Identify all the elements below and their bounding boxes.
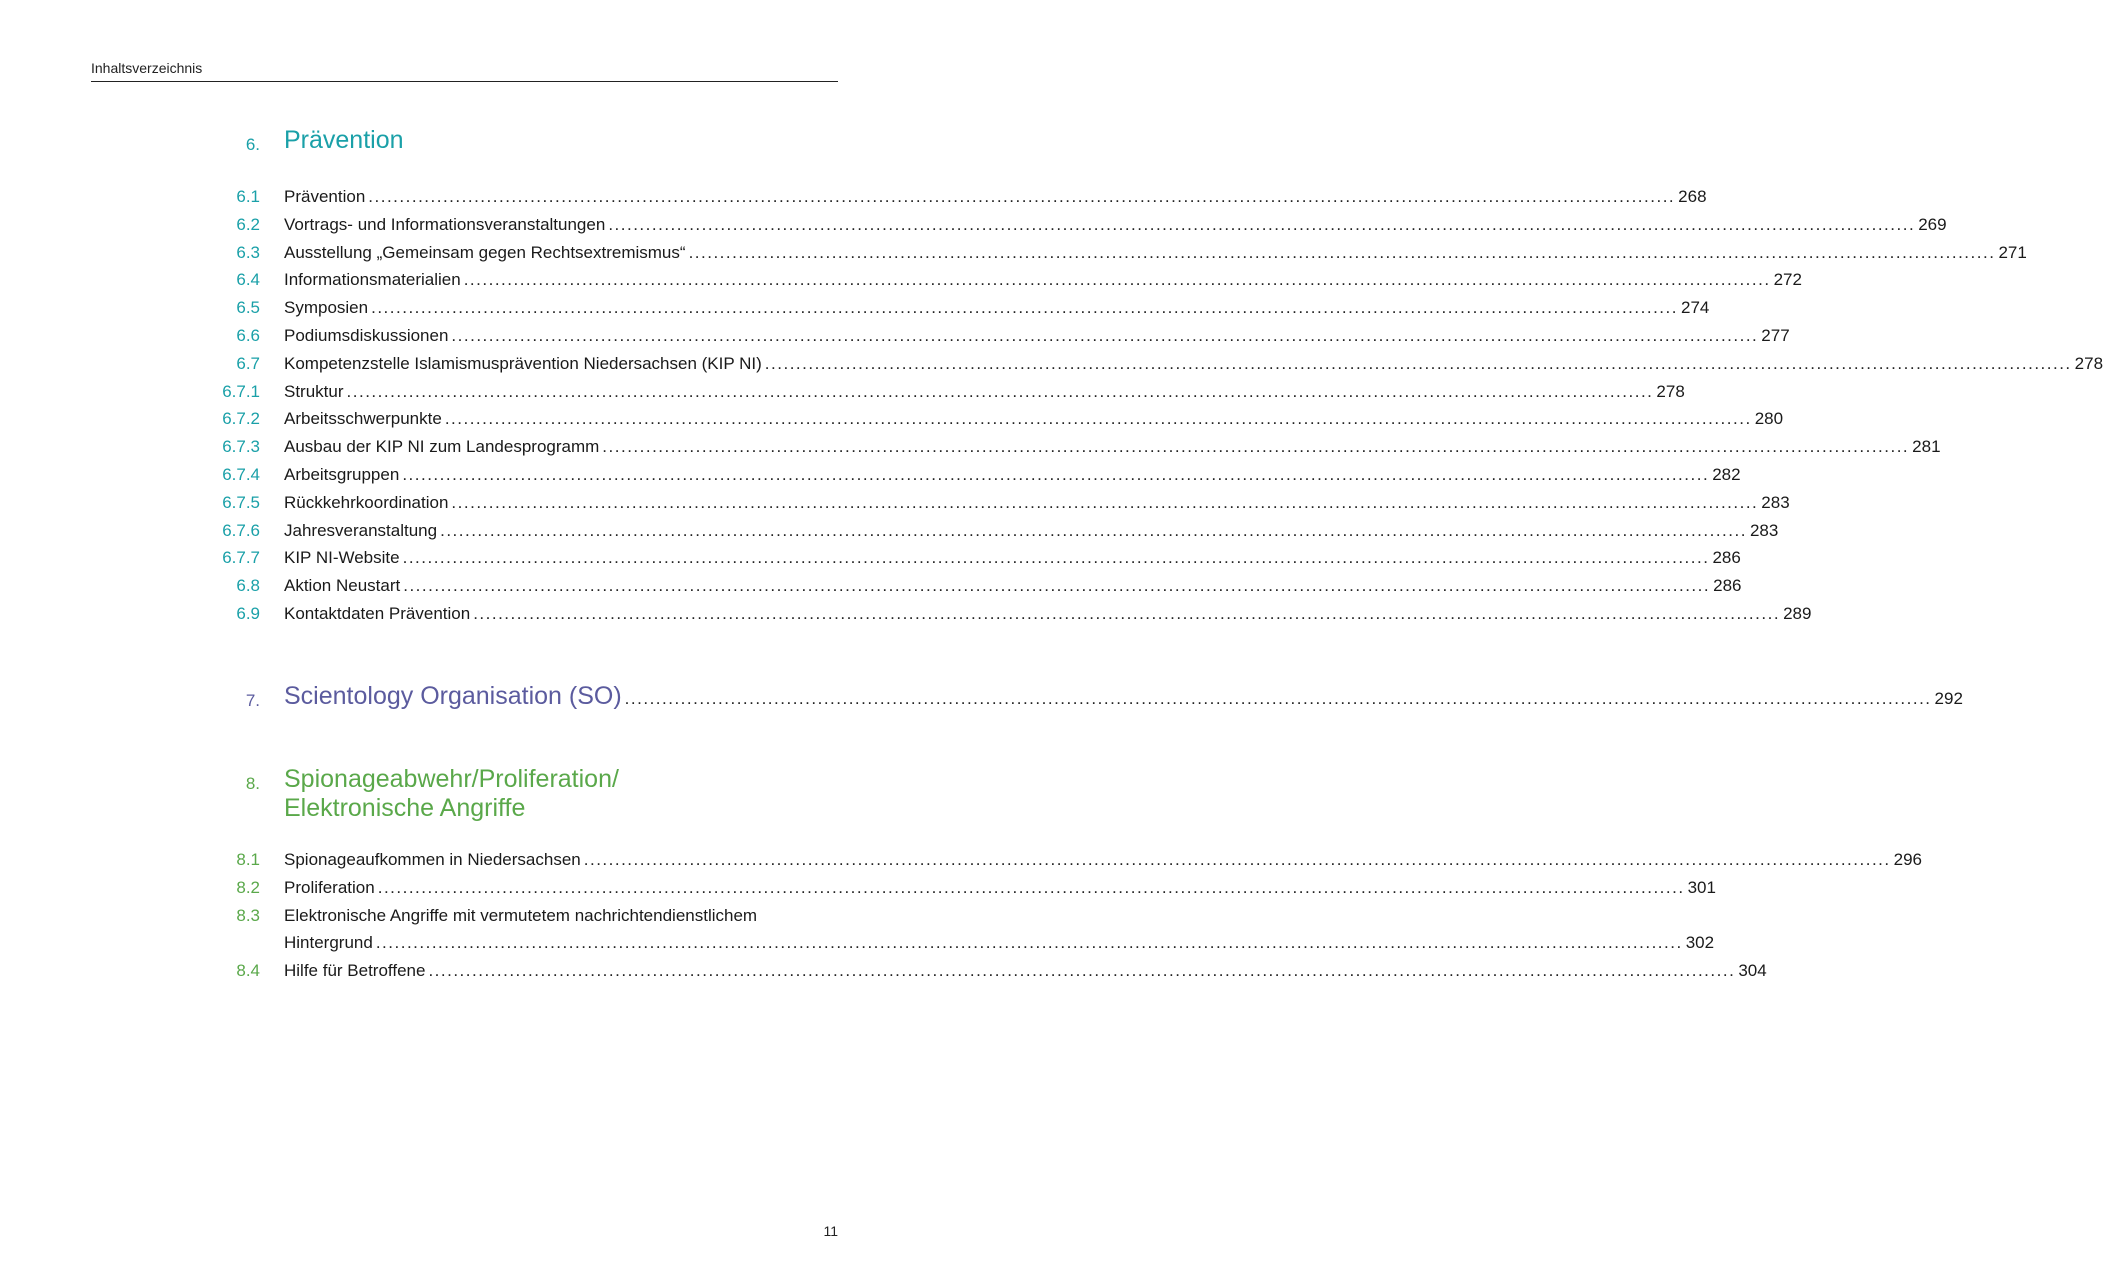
chapter-8-heading bbox=[0, 765, 900, 823]
toc-entry-number: 6.7.7 bbox=[222, 548, 260, 568]
toc-entry-row[interactable] bbox=[0, 405, 1784, 433]
toc-entry-page: 269 bbox=[1918, 214, 1947, 234]
toc-entry-title: Prävention bbox=[284, 187, 366, 206]
leader-dots bbox=[440, 517, 1747, 545]
toc-entry bbox=[284, 294, 1710, 322]
chapter-8-title-line2: Elektronische Angriffe bbox=[284, 794, 526, 822]
leader-dots bbox=[451, 489, 1758, 517]
toc-entry bbox=[284, 378, 1685, 406]
toc-entry-row[interactable] bbox=[0, 433, 1941, 461]
toc-entry-row[interactable] bbox=[0, 322, 1790, 350]
toc-entry-title: Aktion Neustart bbox=[284, 576, 401, 596]
toc-entry-number: 6.7.4 bbox=[222, 464, 260, 484]
toc-entry-row[interactable] bbox=[0, 572, 1742, 600]
chapter-7-entry bbox=[284, 682, 1963, 713]
toc-entry-page: 274 bbox=[1680, 298, 1710, 318]
toc-entry-title: Struktur bbox=[284, 381, 344, 401]
toc-entry-title: Ausstellung „Gemeinsam gegen Rechtsextremismus“ bbox=[284, 242, 686, 262]
leader-dots bbox=[403, 544, 1710, 572]
leader-dots bbox=[464, 266, 1771, 294]
toc-entry-page: 282 bbox=[1712, 464, 1741, 484]
leader-dots bbox=[473, 600, 1780, 628]
toc-entry-page: 296 bbox=[1893, 850, 1922, 869]
toc-entry bbox=[284, 957, 1767, 985]
toc-entry-title: Kontaktdaten Prävention bbox=[284, 603, 471, 623]
toc-entry-page: 281 bbox=[1912, 437, 1941, 457]
toc-entry-row[interactable] bbox=[0, 378, 1685, 406]
chapter-8-number: 8. bbox=[245, 774, 260, 793]
toc-entry-title: Arbeitsschwerpunkte bbox=[284, 409, 442, 429]
chapter-7-page: 292 bbox=[1934, 689, 1963, 708]
toc-entry-row[interactable] bbox=[0, 239, 2027, 267]
toc-entry bbox=[284, 405, 1784, 433]
toc-entry-row[interactable] bbox=[0, 600, 1812, 628]
chapter-7-number: 7. bbox=[245, 691, 260, 710]
toc-entry-number: 6.2 bbox=[236, 214, 260, 234]
toc-entry-row[interactable] bbox=[0, 489, 1790, 517]
toc-entry-number: 6.4 bbox=[236, 270, 260, 290]
toc-entry-number: 6.5 bbox=[236, 298, 260, 318]
chapter-6-heading bbox=[0, 126, 900, 162]
toc-entry-title: Ausbau der KIP NI zum Landesprogramm bbox=[284, 437, 600, 457]
toc-entry-title: Rückkehrkoordination bbox=[284, 492, 449, 512]
toc-entry bbox=[284, 266, 1802, 294]
chapter-6-section bbox=[0, 126, 2103, 628]
chapter-8-section bbox=[0, 765, 1922, 985]
toc-entry-page: 280 bbox=[1754, 409, 1784, 429]
toc-entry bbox=[284, 322, 1790, 350]
toc-entry bbox=[284, 600, 1812, 628]
toc-entry bbox=[284, 183, 1707, 211]
chapter-6-title: Prävention bbox=[284, 126, 404, 154]
toc-entry-row[interactable] bbox=[0, 902, 900, 930]
page-number: 11 bbox=[823, 1223, 838, 1239]
toc-entry-page: 277 bbox=[1761, 325, 1790, 345]
toc-entry-row[interactable] bbox=[0, 874, 1716, 902]
toc-entry-number: 8.1 bbox=[236, 850, 260, 869]
leader-dots bbox=[371, 294, 1678, 322]
leader-dots bbox=[445, 405, 1752, 433]
leader-dots bbox=[378, 874, 1685, 902]
toc-entry-number: 6.7.2 bbox=[222, 409, 260, 429]
toc-entry-row[interactable] bbox=[0, 461, 1741, 489]
toc-entry-number: 6.7.1 bbox=[222, 381, 260, 401]
toc-entry bbox=[284, 461, 1741, 489]
toc-entry-page: 302 bbox=[1685, 933, 1715, 953]
leader-dots bbox=[403, 572, 1710, 600]
toc-entry-page: 278 bbox=[1656, 381, 1685, 401]
toc-entry-title: Hintergrund bbox=[284, 933, 373, 953]
toc-entry-number: 8.4 bbox=[236, 961, 260, 981]
toc-entry-number: 6.3 bbox=[236, 242, 260, 262]
toc-entry-title: Symposien bbox=[284, 298, 369, 318]
leader-dots bbox=[451, 322, 1758, 350]
toc-entry-row[interactable] bbox=[0, 957, 1767, 985]
toc-entry-page: 286 bbox=[1712, 548, 1741, 568]
toc-entry-page: 283 bbox=[1761, 492, 1790, 512]
leader-dots bbox=[428, 957, 1735, 985]
toc-entry-row[interactable] bbox=[0, 544, 1741, 572]
running-header: Inhaltsverzeichnis bbox=[91, 60, 838, 82]
toc-entry-row[interactable] bbox=[0, 294, 1710, 322]
toc-entry-row-continued[interactable] bbox=[0, 929, 1715, 957]
toc-entry-row[interactable] bbox=[0, 350, 2103, 378]
toc-entry bbox=[284, 874, 1716, 902]
toc-entry bbox=[284, 211, 1947, 239]
toc-entry-number: 6.1 bbox=[236, 187, 260, 206]
leader-dots bbox=[689, 239, 1996, 267]
toc-entry-title: Spionageaufkommen in Niedersachsen bbox=[284, 850, 581, 869]
leader-dots bbox=[347, 378, 1654, 406]
toc-entry-title: Arbeitsgruppen bbox=[284, 464, 400, 484]
leader-dots bbox=[602, 433, 1909, 461]
toc-entry-title: KIP NI-Website bbox=[284, 548, 400, 568]
toc-entry-page: 278 bbox=[2074, 353, 2103, 373]
toc-entry-page: 289 bbox=[1783, 603, 1812, 623]
toc-entry-page: 272 bbox=[1773, 270, 1802, 290]
toc-entry-number: 6.7.5 bbox=[222, 492, 260, 512]
toc-entry-number: 6.7.3 bbox=[222, 437, 260, 457]
leader-dots bbox=[368, 183, 1675, 211]
toc-entry-row[interactable] bbox=[0, 183, 1707, 211]
toc-entry-title: Podiumsdiskussionen bbox=[284, 325, 449, 345]
chapter-8-entries bbox=[0, 846, 1922, 985]
chapter-7-section bbox=[0, 682, 1963, 718]
toc-entry bbox=[284, 489, 1790, 517]
toc-entry-row[interactable] bbox=[0, 517, 1779, 545]
leader-dots bbox=[608, 211, 1915, 239]
toc-entry-page: 304 bbox=[1738, 961, 1767, 981]
toc-entry bbox=[284, 572, 1742, 600]
leader-dots bbox=[625, 685, 1932, 713]
toc-entry-title: Informationsmaterialien bbox=[284, 270, 461, 290]
leader-dots bbox=[765, 350, 2072, 378]
toc-entry-number: 6.7.6 bbox=[222, 520, 260, 540]
toc-entry bbox=[284, 517, 1779, 545]
leader-dots bbox=[584, 846, 1891, 874]
toc-entry bbox=[284, 846, 1922, 874]
toc-entry-page: 268 bbox=[1678, 187, 1707, 206]
toc-entry-title: Vortrags- und Informationsveranstaltungen bbox=[284, 214, 606, 234]
toc-entry-number: 6.8 bbox=[236, 576, 260, 596]
chapter-6-number: 6. bbox=[245, 135, 260, 154]
toc-entry bbox=[284, 239, 2027, 267]
toc-entry bbox=[284, 350, 2103, 378]
toc-entry-number: 6.9 bbox=[236, 603, 260, 623]
chapter-7-title: Scientology Organisation (SO) bbox=[284, 682, 622, 710]
leader-dots bbox=[376, 929, 1683, 957]
toc-entry-number: 6.6 bbox=[236, 325, 260, 345]
toc-entry-row[interactable] bbox=[0, 266, 1802, 294]
toc-entry-title: Kompetenzstelle Islamismusprävention Niedersachsen (KIP NI) bbox=[284, 353, 762, 373]
toc-entry-title-line1: Elektronische Angriffe mit vermutetem nachrichtendienstlichem bbox=[284, 905, 758, 925]
toc-entry-page: 271 bbox=[1998, 242, 2027, 262]
toc-entry-row[interactable] bbox=[0, 211, 1947, 239]
toc-entry-number: 8.2 bbox=[236, 877, 260, 897]
toc-entry-page: 283 bbox=[1749, 520, 1779, 540]
chapter-6-entries bbox=[0, 183, 2103, 628]
toc-entry-page: 286 bbox=[1713, 576, 1742, 596]
toc-entry-title: Proliferation bbox=[284, 877, 375, 897]
toc-entry bbox=[284, 433, 1941, 461]
chapter-7-heading[interactable] bbox=[0, 682, 1963, 718]
toc-entry bbox=[284, 929, 1715, 957]
chapter-8-title-line1: Spionageabwehr/Proliferation/ bbox=[284, 765, 619, 793]
toc-entry-number: 8.3 bbox=[236, 905, 260, 925]
toc-entry-title: Jahresveranstaltung bbox=[284, 520, 438, 540]
toc-entry-title: Hilfe für Betroffene bbox=[284, 961, 426, 981]
toc-entry-page: 301 bbox=[1687, 877, 1716, 897]
toc-entry bbox=[284, 544, 1741, 572]
toc-entry-number: 6.7 bbox=[236, 353, 260, 373]
toc-entry-row[interactable] bbox=[0, 846, 1922, 874]
leader-dots bbox=[402, 461, 1709, 489]
